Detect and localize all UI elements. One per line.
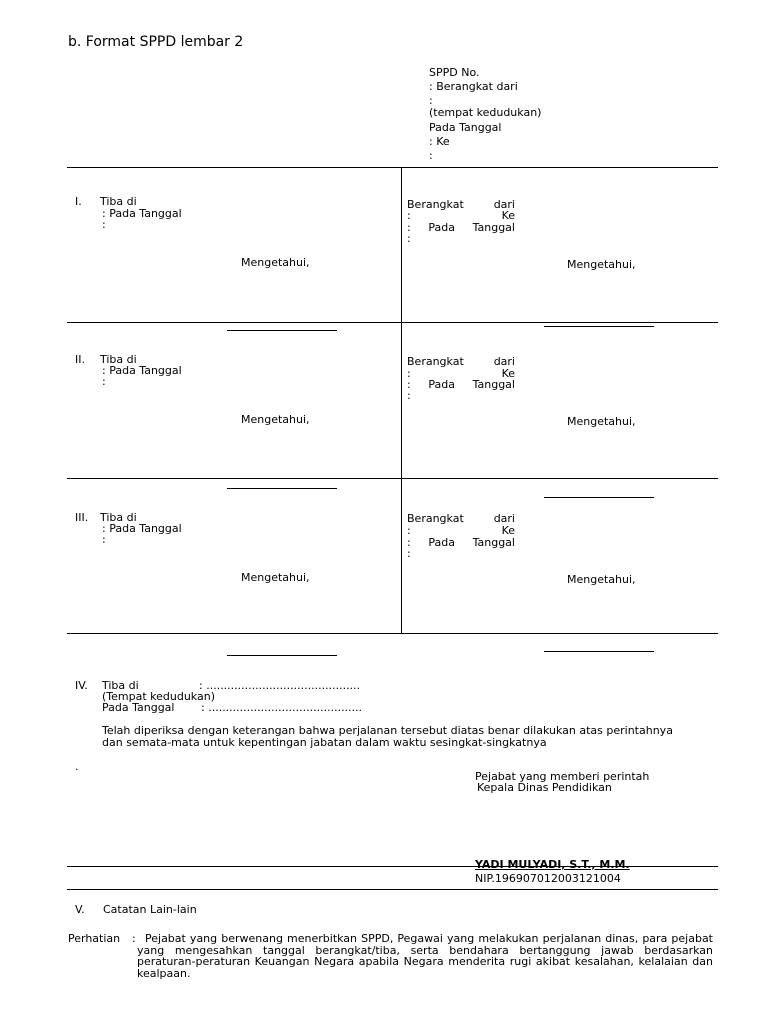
mengetahui-label: Mengetahui, — [241, 413, 310, 426]
document-title: b. Format SPPD lembar 2 — [68, 34, 244, 50]
tiba-di-label: Tiba di — [102, 679, 139, 692]
tanggal-label: Tanggal — [472, 536, 515, 549]
tiba-di-label: Tiba di — [100, 195, 137, 208]
pada-tanggal-row — [407, 379, 515, 391]
signature-line — [544, 326, 654, 327]
mengetahui-label: Mengetahui, — [567, 573, 636, 586]
tiba-di-label: Tiba di — [100, 511, 137, 524]
colon-text: : — [407, 221, 411, 234]
tiba-di-field: : ............................................ — [199, 679, 361, 692]
pada-tanggal-row — [407, 537, 515, 549]
mengetahui-label: Mengetahui, — [241, 571, 310, 584]
colon-text: : — [407, 367, 411, 380]
colon-text: : — [407, 232, 411, 245]
pada-label: Pada — [428, 536, 455, 549]
colon-text: : — [407, 378, 411, 391]
ke-label: Ke — [501, 524, 515, 537]
dari-label: dari — [493, 512, 515, 525]
table-row-border — [67, 478, 718, 479]
colon-text: : — [132, 932, 136, 945]
perhatian-text: Pejabat yang berwenang menerbitkan SPPD, Pegawai yang melakukan perjalanan dinas, para pejabat yang mengesahkan tanggal berangkat/tiba, serta bendahara bertanggung jawab berdasarkan peraturan-peraturan Keuangan Negara apabila Negara menderita rugi akibat kesalahan, kelalaian dan kealpaan. — [137, 932, 713, 980]
ke-label: Ke — [501, 367, 515, 380]
dot-mark: . — [75, 760, 79, 773]
dari-label: dari — [493, 198, 515, 211]
signature-line — [227, 488, 337, 489]
kepala-dinas-label: Kepala Dinas Pendidikan — [477, 781, 612, 794]
section-number: II. — [75, 353, 85, 366]
signature-line — [544, 497, 654, 498]
tiba-di-label: Tiba di — [100, 353, 137, 366]
perhatian-label: Perhatian — [68, 932, 121, 945]
table-bottom-border — [67, 633, 718, 634]
colon-text: : — [407, 547, 411, 560]
colon-text: : — [429, 94, 433, 107]
mengetahui-label: Mengetahui, — [241, 256, 310, 269]
signature-line — [544, 651, 654, 652]
colon-text: : — [102, 375, 106, 388]
pada-tanggal-row — [407, 222, 515, 234]
pada-tanggal-label: : Pada Tanggal — [102, 364, 182, 377]
tanggal-label: Tanggal — [472, 378, 515, 391]
colon-text: : — [407, 524, 411, 537]
divider-line — [67, 889, 718, 890]
colon-text: : — [407, 389, 411, 402]
colon-text: : — [102, 533, 106, 546]
colon-text: : — [429, 149, 433, 162]
colon-text: : — [407, 536, 411, 549]
pada-tanggal-label: Pada Tanggal — [429, 121, 502, 134]
section-number: V. — [75, 903, 85, 916]
mengetahui-label: Mengetahui, — [567, 258, 636, 271]
signature-line — [227, 655, 337, 656]
pada-label: Pada — [428, 221, 455, 234]
dari-label: dari — [493, 355, 515, 368]
pada-tanggal-field: : ............................................ — [201, 701, 363, 714]
colon-text: : — [102, 218, 106, 231]
pada-tanggal-label: : Pada Tanggal — [102, 522, 182, 535]
pejabat-label: Pejabat yang memberi perintah — [475, 770, 650, 783]
berangkat-dari-label: : Berangkat dari — [429, 80, 518, 93]
sppd-no-label: SPPD No. — [429, 66, 480, 79]
berangkat-label: Berangkat — [407, 512, 464, 525]
nip-text: NIP.196907012003121004 — [475, 872, 621, 885]
table-top-border — [67, 167, 718, 168]
berangkat-dari-row — [407, 513, 515, 525]
verification-text: dan semata-mata untuk kepentingan jabatan dalam waktu sesingkat-singkatnya — [102, 736, 547, 749]
ke-label: Ke — [501, 209, 515, 222]
mengetahui-label: Mengetahui, — [567, 415, 636, 428]
colon-text: : — [407, 209, 411, 222]
section-number: I. — [75, 195, 82, 208]
berangkat-label: Berangkat — [407, 355, 464, 368]
table-column-divider — [401, 167, 402, 633]
pada-label: Pada — [428, 378, 455, 391]
berangkat-label: Berangkat — [407, 198, 464, 211]
section-number: III. — [75, 511, 89, 524]
pada-tanggal-label: : Pada Tanggal — [102, 207, 182, 220]
official-name: YADI MULYADI, S.T., M.M. — [475, 858, 630, 871]
signature-line — [227, 330, 337, 331]
catatan-label: Catatan Lain-lain — [103, 903, 197, 916]
verification-text: Telah diperiksa dengan keterangan bahwa perjalanan tersebut diatas benar dilakukan atas perintahnya — [102, 724, 673, 737]
tempat-kedudukan-label: (Tempat kedudukan) — [102, 690, 215, 703]
ke-label: : Ke — [429, 135, 450, 148]
section-number: IV. — [75, 679, 88, 692]
berangkat-dari-row — [407, 356, 515, 368]
table-row-border — [67, 322, 718, 323]
pada-tanggal-label: Pada Tanggal — [102, 701, 175, 714]
tanggal-label: Tanggal — [472, 221, 515, 234]
tempat-kedudukan-label: (tempat kedudukan) — [429, 106, 542, 119]
